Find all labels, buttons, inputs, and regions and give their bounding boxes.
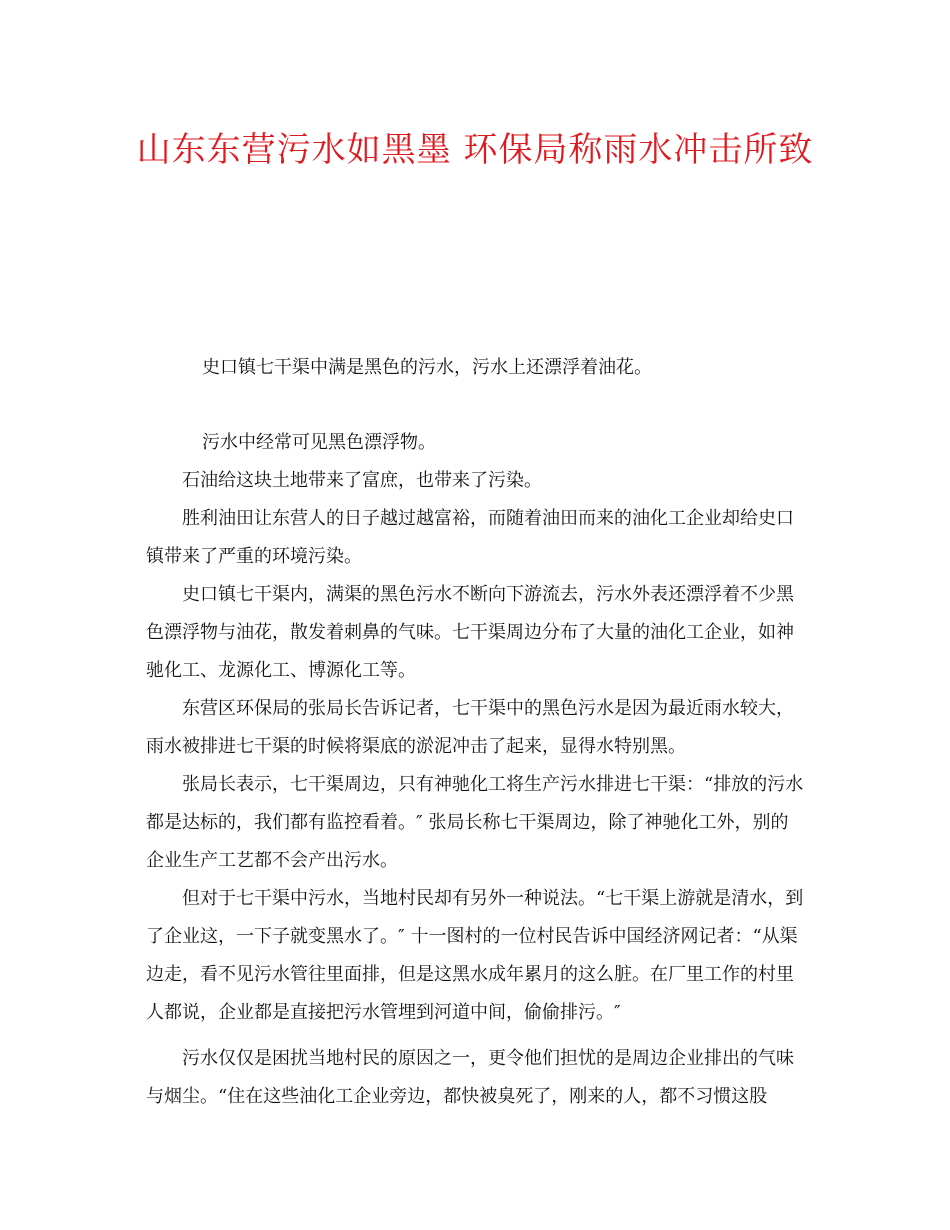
paragraph: 张局长表示，七干渠周边，只有神驰化工将生产污水排进七干渠：“排放的污水都是达标的，我们都有监控看着。″ 张局长称七干渠周边，除了神驰化工外，别的企业生产工艺都不会产出污水。 (146, 774, 804, 871)
paragraph: 石油给这块土地带来了富庶，也带来了污染。 (182, 470, 542, 491)
paragraph: 污水仅仅是困扰当地村民的原因之一，更令他们担忧的是周边企业排出的气味与烟尘。“住在这些油化工企业旁边，都快被臭死了，刚来的人，都不习惯这股 (146, 1048, 794, 1107)
paragraph: 东营区环保局的张局长告诉记者，七干渠中的黑色污水是因为最近雨水较大，雨水被排进七干渠的时候将渠底的淤泥冲击了起来，显得水特别黑。 (146, 698, 794, 757)
paragraph: 史口镇七干渠内，满渠的黑色污水不断向下游流去，污水外表还漂浮着不少黑色漂浮物与油花，散发着刺鼻的气味。七干渠周边分布了大量的油化工企业，如神驰化工、龙源化工、博源化工等。 (146, 584, 794, 681)
paragraph: 污水中经常可见黑色漂浮物。 (202, 432, 436, 453)
paragraph: 史口镇七干渠中满是黑色的污水，污水上还漂浮着油花。 (202, 357, 652, 378)
paragraph-block-1 (146, 349, 806, 387)
paragraph: 胜利油田让东营人的日子越过越富裕，而随着油田而来的油化工企业却给史口镇带来了严重的环境污染。 (146, 508, 794, 567)
paragraph: 但对于七干渠中污水，当地村民却有另外一种说法。“七干渠上游就是清水，到了企业这，一下子就变黑水了。″ 十一图村的一位村民告诉中国经济网记者：“从渠边走，看不见污水管往里面排，但是这黑水成年累月的这么脏。在厂里工作的村里人都说，企业都是直接把污水管埋到河道中间，偷偷排污。″ (146, 888, 804, 1023)
paragraph-block-final (146, 1040, 806, 1116)
document-title: 山东东营污水如黑墨 环保局称雨水冲击所致 (136, 130, 814, 170)
paragraph-block-2 (146, 424, 806, 462)
paragraph-block-main (146, 462, 806, 1032)
